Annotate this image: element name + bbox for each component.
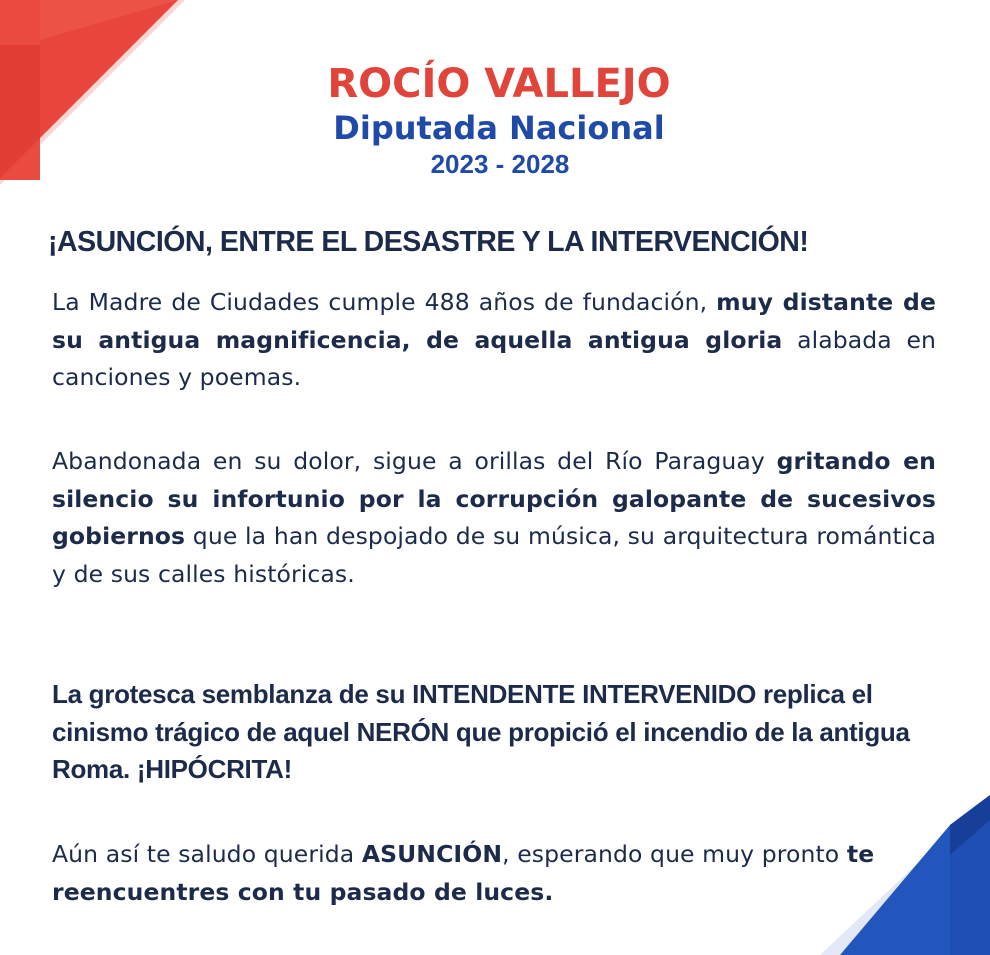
- paragraph-2-bold: gritando en silencio su infortunio por la corrupción galopante de sucesivos gobiernos: [52, 447, 936, 550]
- paragraph-4-text-b: , esperando que muy pronto: [502, 840, 847, 868]
- paragraph-1-text-b: alabada en canciones y poemas.: [52, 325, 937, 391]
- paragraph-4-text-a: Aún así te saludo querida: [52, 840, 362, 868]
- paragraph-4: [52, 836, 936, 911]
- paragraph-2-text-a: Abandonada en su dolor, sigue a orillas del Río Paraguay: [52, 447, 777, 475]
- term-years: 2023 - 2028: [430, 149, 570, 179]
- paragraph-4-bold-b: te reencuentres con tu pasado de luces.: [52, 840, 875, 906]
- candidate-role: Diputada Nacional: [333, 109, 665, 147]
- paragraph-2: [52, 443, 936, 593]
- paragraph-4-bold-a: ASUNCIÓN: [361, 840, 503, 868]
- header: [0, 58, 990, 182]
- paragraph-1-bold: muy distante de su antigua magnificencia, de aquella antigua gloria: [52, 288, 936, 354]
- paragraph-1: [52, 284, 936, 397]
- candidate-name: ROCÍO VALLEJO: [327, 61, 671, 107]
- paragraph-1-text-a: La Madre de Ciudades cumple 488 años de fundación,: [52, 288, 717, 316]
- headline: ¡ASUNCIÓN, ENTRE EL DESASTRE Y LA INTERVENCIÓN!: [48, 226, 809, 258]
- paragraph-2-text-b: que la han despojado de su música, su arquitectura romántica y de sus calles históricas.: [52, 522, 936, 588]
- paragraph-3: La grotesca semblanza de su INTENDENTE INTERVENIDO replica el cinismo trágico de aquel NERÓN que propició el incendio de la antigua Roma. ¡HIPÓCRITA!: [52, 679, 910, 784]
